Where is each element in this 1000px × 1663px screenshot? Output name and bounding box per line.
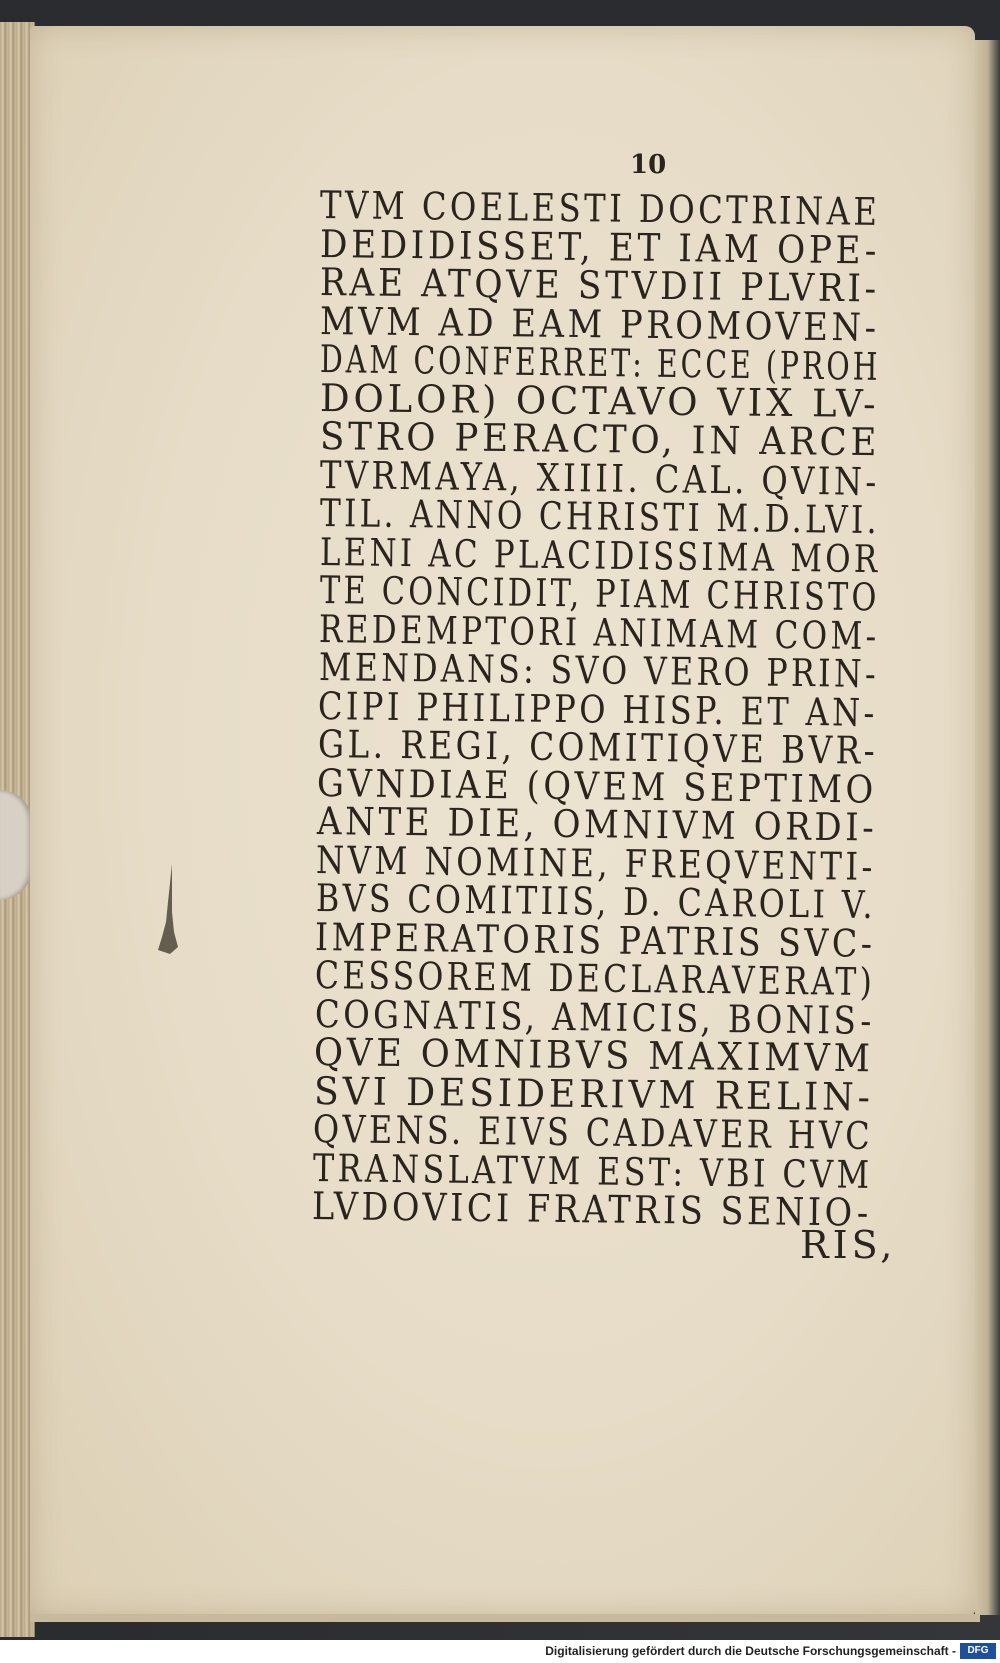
- text-line: RIS,: [800, 1222, 897, 1267]
- text-line: DOLOR) OCTAVO VIX LV-: [319, 375, 880, 426]
- text-line: RAE ATQVE STVDII PLVRI-: [319, 260, 881, 311]
- text-line: MVM AD EAM PROMOVEN-: [319, 298, 880, 350]
- text-line: CIPI PHILIPPO HISP. ET AN-: [317, 683, 879, 735]
- text-line: REDEMPTORI ANIMAM COM-: [318, 606, 880, 658]
- text-line: SVI DESIDERIVM RELIN-: [313, 1068, 874, 1119]
- funding-note: Digitalisierung gefördert durch die Deutsche Forschungsgemeinschaft -: [545, 1644, 956, 1658]
- text-line: TE CONCIDIT, PIAM CHRISTO: [319, 568, 880, 620]
- bookmark-tab: [0, 790, 32, 900]
- text-line: TRANSLATVM EST: VBI CVM: [312, 1145, 873, 1197]
- text-line: LVDOVICI FRATRIS SENIO-: [312, 1184, 873, 1235]
- text-line: TVM COELESTI DOCTRINAE: [319, 183, 881, 234]
- text-line: DAM CONFERRET: ECCE (PROH: [319, 337, 881, 389]
- ink-stain: [150, 862, 190, 957]
- text-line: IMPERATORIS PATRIS SVC-: [315, 914, 877, 966]
- text-line: ANTE DIE, OMNIVM ORDI-: [316, 799, 878, 850]
- text-line: QVE OMNIBVS MAXIMVM: [313, 1030, 875, 1081]
- text-line: QVENS. EIVS CADAVER HVC: [313, 1107, 874, 1158]
- text-line: MENDANS: SVO VERO PRIN-: [318, 645, 879, 697]
- footer-bar: [0, 1640, 1000, 1663]
- text-line: TIL. ANNO CHRISTI M.D.LVI.: [319, 491, 880, 543]
- text-line: GL. REGI, COMITIQVE BVR-: [317, 722, 879, 773]
- page-edge-bottom: [30, 1614, 980, 1622]
- text-line: TVRMAYA, XIIII. CAL. QVIN-: [319, 452, 880, 504]
- text-line: GVNDIAE (QVEM SEPTIMO: [317, 760, 878, 812]
- text-line: DEDIDISSET, ET IAM OPE-: [319, 221, 881, 272]
- dfg-logo: DFG: [960, 1643, 996, 1659]
- text-line: LENI AC PLACIDISSIMA MOR: [319, 529, 881, 581]
- page-edge-right: [975, 40, 1000, 1615]
- text-line: COGNATIS, AMICIS, BONIS-: [314, 991, 875, 1043]
- text-line: NVM NOMINE, FREQVENTI-: [316, 837, 877, 889]
- page-number: 10: [630, 150, 667, 180]
- text-line: BVS COMITIIS, D. CAROLI V.: [315, 876, 877, 928]
- text-line: CESSOREM DECLARAVERAT): [314, 953, 876, 1005]
- text-line: STRO PERACTO, IN ARCE: [319, 414, 881, 465]
